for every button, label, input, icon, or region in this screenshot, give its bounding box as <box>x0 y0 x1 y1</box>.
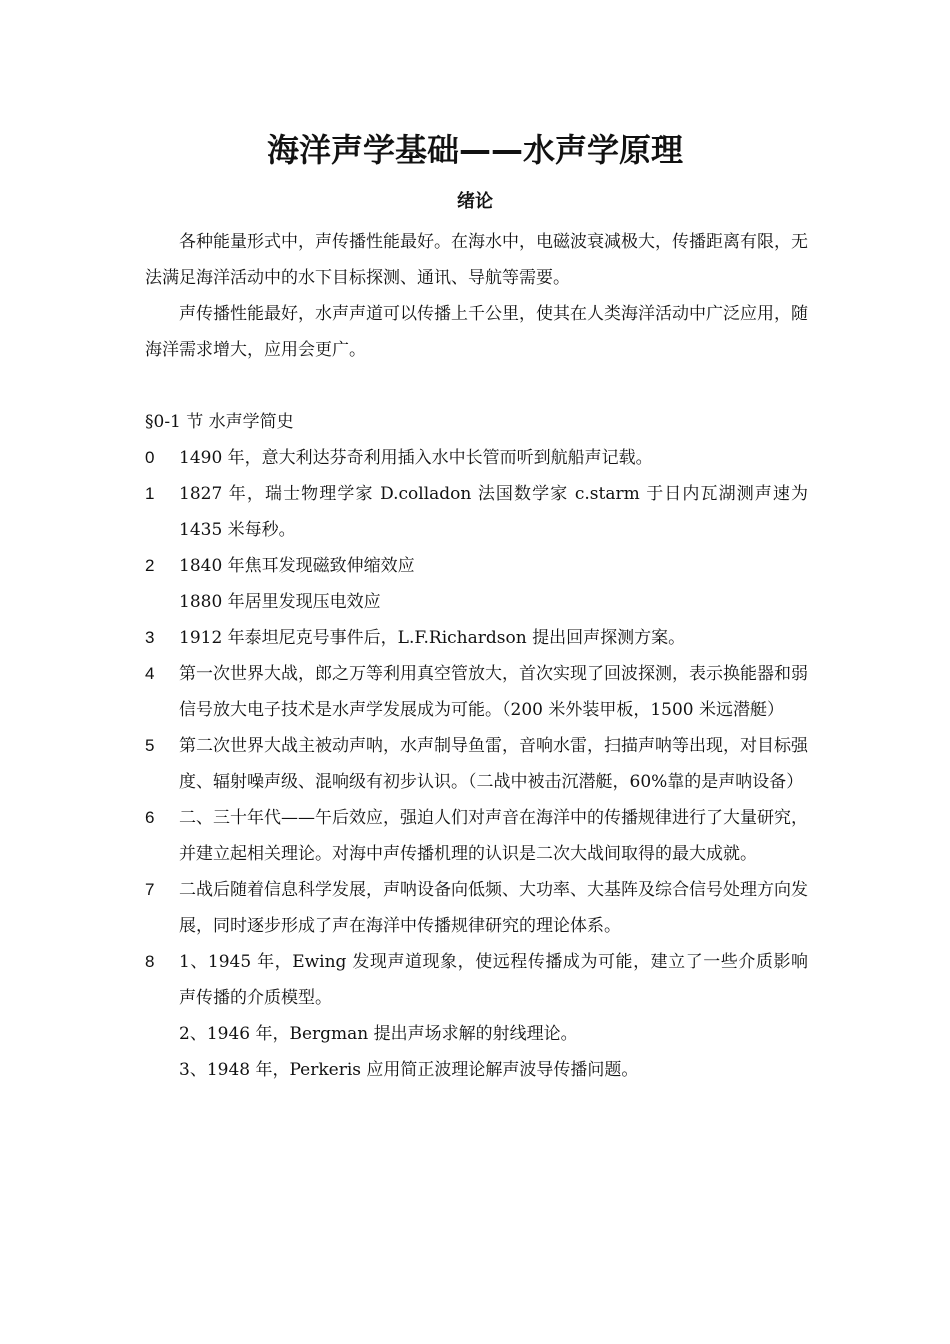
list-item <box>145 584 808 620</box>
list-item-text: 第二次世界大战主被动声呐，水声制导鱼雷，音响水雷，扫描声呐等出现，对目标强度、辐射噪声级、混响级有初步认识。（二战中被击沉潜艇，60%靠的是声呐设备） <box>179 736 808 792</box>
blank-line <box>145 368 808 404</box>
section-heading: §0-1 节 水声学简史 <box>145 412 294 432</box>
intro-paragraph: 各种能量形式中，声传播性能最好。在海水中，电磁波衰减极大，传播距离有限，无法满足海洋活动中的水下目标探测、通讯、导航等需要。 <box>145 232 808 288</box>
list-item-number <box>145 584 179 620</box>
list-item <box>145 620 808 656</box>
list-item-number: 2 <box>145 556 155 575</box>
list-item-text: 1、1945 年，Ewing 发现声道现象，使远程传播成为可能，建立了一些介质影响声传播的介质模型。 <box>179 952 808 1008</box>
list-item-text: 1840 年焦耳发现磁致伸缩效应 <box>179 556 415 576</box>
list-item-text: 二、三十年代——午后效应，强迫人们对声音在海洋中的传播规律进行了大量研究，并建立起相关理论。对海中声传播机理的认识是二次大战间取得的最大成就。 <box>179 808 808 864</box>
sub-list-item: 2、1946 年，Bergman 提出声场求解的射线理论。 <box>179 1024 578 1044</box>
list-item-number: 8 <box>145 952 155 971</box>
list-item <box>145 440 808 476</box>
list-item-text: 1490 年，意大利达芬奇利用插入水中长管而听到航船声记载。 <box>179 448 653 468</box>
document-subtitle: 绪论 <box>457 191 493 212</box>
list-item-number: 0 <box>145 448 155 467</box>
list-item <box>145 476 808 548</box>
list-item-text: 第一次世界大战，郎之万等利用真空管放大，首次实现了回波探测，表示换能器和弱信号放大电子技术是水声学发展成为可能。（200 米外装甲板，1500 米远潜艇） <box>179 664 808 720</box>
document-body <box>145 224 808 1088</box>
sub-list-item: 3、1948 年，Perkeris 应用简正波理论解声波导传播问题。 <box>179 1060 639 1080</box>
list-item <box>145 800 808 872</box>
list-item-text: 1827 年，瑞士物理学家 D.colladon 法国数学家 c.starm 于日内瓦湖测声速为 1435 米每秒。 <box>179 484 808 540</box>
list-item <box>145 656 808 728</box>
list-item-number: 5 <box>145 736 155 755</box>
list-item-number: 7 <box>145 880 155 899</box>
list-item <box>145 872 808 944</box>
intro-paragraph: 声传播性能最好，水声声道可以传播上千公里，使其在人类海洋活动中广泛应用，随海洋需求增大，应用会更广。 <box>145 304 808 360</box>
list-item-text: 二战后随着信息科学发展，声呐设备向低频、大功率、大基阵及综合信号处理方向发展，同时逐步形成了声在海洋中传播规律研究的理论体系。 <box>179 880 808 936</box>
list-item-number: 1 <box>145 484 155 503</box>
list-item-number: 3 <box>145 628 155 647</box>
list-item <box>145 548 808 584</box>
list-item <box>145 944 808 1016</box>
list-item <box>145 728 808 800</box>
document-title: 海洋声学基础——水声学原理 <box>266 131 683 169</box>
list-item-text: 1912 年泰坦尼克号事件后，L.F.Richardson 提出回声探测方案。 <box>179 628 686 648</box>
list-item-number: 6 <box>145 808 155 827</box>
list-item-text: 1880 年居里发现压电效应 <box>179 592 381 612</box>
list-item-number: 4 <box>145 664 155 683</box>
